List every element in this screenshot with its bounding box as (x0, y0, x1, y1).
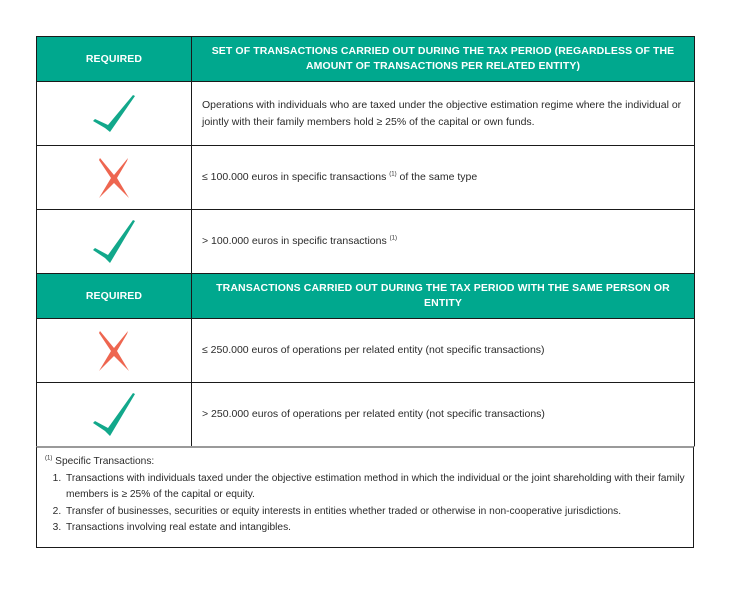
footnote-item: 1. Transactions with individuals taxed under the objective estimation method in which the individual or the joint shareholding with their family members is ≥ 25% of the capital or equity. (64, 471, 685, 504)
footnote-heading: Specific Transactions: (52, 456, 155, 467)
requirements-table (36, 36, 695, 447)
footnote-reference: (1) (389, 235, 397, 242)
status-cell (37, 210, 192, 274)
cross-icon (96, 156, 132, 200)
check-icon (90, 94, 138, 134)
row-text: > 100.000 euros in specific transactions (202, 235, 390, 247)
footnote-item: 3. Transactions involving real estate and intangibles. (64, 520, 685, 537)
required-column-header: REQUIRED (37, 37, 192, 82)
required-column-header: REQUIRED (37, 274, 192, 319)
section-title: TRANSACTIONS CARRIED OUT DURING THE TAX PERIOD WITH THE SAME PERSON OR ENTITY (192, 274, 695, 319)
status-cell (37, 319, 192, 383)
row-description (192, 146, 695, 210)
table-row (37, 210, 695, 274)
status-cell (37, 82, 192, 146)
footnote-title (45, 454, 685, 471)
table-row (37, 146, 695, 210)
table-row (37, 319, 695, 383)
row-text: ≤ 100.000 euros in specific transactions (202, 171, 390, 183)
footnotes (36, 446, 694, 548)
table-row (37, 383, 695, 447)
section-header-row (37, 37, 695, 82)
footnote-reference: (1) (389, 171, 397, 178)
transactions-requirements-document (36, 36, 694, 548)
status-cell (37, 146, 192, 210)
footnote-marker: (1) (45, 455, 53, 462)
check-icon (90, 219, 138, 265)
table-row (37, 82, 695, 146)
status-cell (37, 383, 192, 447)
row-description (192, 210, 695, 274)
row-description: > 250.000 euros of operations per related entity (not specific transactions) (192, 383, 695, 447)
row-text-suffix: of the same type (396, 171, 478, 183)
footnote-item: 2. Transfer of businesses, securities or equity interests in entities whether traded or otherwise in non-cooperative jurisdictions. (64, 504, 685, 521)
row-description: ≤ 250.000 euros of operations per related entity (not specific transactions) (192, 319, 695, 383)
section-title: SET OF TRANSACTIONS CARRIED OUT DURING THE TAX PERIOD (REGARDLESS OF THE AMOUNT OF TRANSACTIONS PER RELATED ENTITY) (192, 37, 695, 82)
footnote-list (45, 471, 685, 537)
section-header-row (37, 274, 695, 319)
check-icon (90, 392, 138, 438)
row-description: Operations with individuals who are taxed under the objective estimation regime where the individual or jointly with their family members hold ≥ 25% of the capital or own funds. (192, 82, 695, 146)
cross-icon (96, 329, 132, 373)
